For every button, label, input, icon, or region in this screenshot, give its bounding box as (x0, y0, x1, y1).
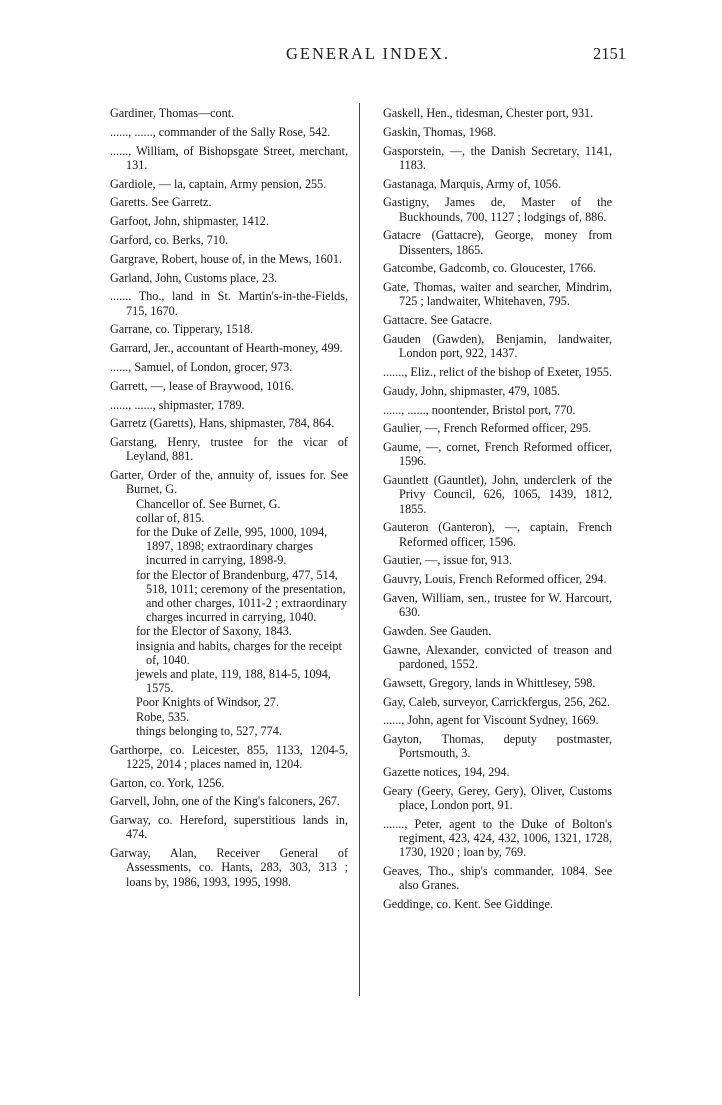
index-entry: Gautier, —, issue for, 913. (383, 553, 512, 568)
index-entry: Gayton, Thomas, deputy postmaster, Portsmouth, 3. (383, 732, 612, 761)
index-entry: Garway, co. Hereford, superstitious lands in, 474. (110, 813, 348, 842)
index-subentry: things belonging to, 527, 774. (136, 723, 282, 738)
index-subentry: Poor Knights of Windsor, 27. (136, 695, 280, 710)
index-entry: Gastanaga, Marquis, Army of, 1056. (383, 176, 562, 191)
index-entry: ......, William, of Bishopsgate Street, merchant, 131. (110, 143, 348, 172)
index-entry: Garway, Alan, Receiver General of Assessments, co. Hants, 283, 303, 313 ; loans by, 1986, 1993, 1995, 1998. (110, 846, 348, 889)
column-divider (359, 103, 360, 996)
right-column (383, 106, 612, 916)
index-entry: Garfoot, John, shipmaster, 1412. (110, 214, 269, 229)
index-entry: Gawne, Alexander, convicted of treason and pardoned, 1552. (383, 642, 612, 671)
index-entry: Geary (Geery, Gerey, Gery), Oliver, Customs place, London port, 91. (383, 783, 612, 813)
index-entry: Gauteron (Ganteron), —, captain, French Reformed officer, 1596. (383, 520, 612, 549)
index-entry: Gaume, —, cornet, French Reformed officer, 1596. (383, 440, 612, 469)
index-entry: Garland, John, Customs place, 23. (110, 270, 278, 285)
index-entry: Garetts. See Garretz. (110, 195, 212, 210)
index-entry: Gatacre (Gattacre), George, money from Dissenters, 1865. (383, 228, 612, 257)
index-entry: Gauden (Gawden), Benjamin, landwaiter, London port, 922, 1437. (383, 331, 612, 361)
index-entry: Gawsett, Gregory, lands in Whittlesey, 598. (383, 675, 596, 690)
index-entry: Garthorpe, co. Leicester, 855, 1133, 1204-5, 1225, 2014 ; places named in, 1204. (110, 742, 348, 771)
index-subentry: Robe, 535. (136, 709, 190, 724)
index-entry: ......., Peter, agent to the Duke of Bolton's regiment, 423, 424, 432, 1006, 1321, 1728, 1730, 1920 ; loan by, 769. (383, 816, 612, 860)
index-entry: Geddinge, co. Kent. See Giddinge. (383, 897, 553, 912)
index-entry: ......, John, agent for Viscount Sydney, 1669. (383, 713, 599, 728)
index-entry: ....... Tho., land in St. Martin's-in-the-Fields, 715, 1670. (110, 289, 348, 318)
index-entry: Garrett, —, lease of Braywood, 1016. (110, 378, 294, 393)
index-entry: Gardiole, — la, captain, Army pension, 255. (110, 176, 327, 191)
index-subentry: for the Elector of Brandenburg, 477, 514, 518, 1011; ceremony of the presentation, and other charges, 1011-2 ; extraordinary charges incurred in carrying, 1040. (136, 567, 348, 625)
index-entry: ......., Eliz., relict of the bishop of Exeter, 1955. (383, 364, 612, 379)
garter-entry (110, 468, 348, 738)
index-entry: Garter, Order of the, annuity of, issues for. See Burnet, G. (110, 468, 348, 497)
index-entry: Garrard, Jer., accountant of Hearth-money, 499. (110, 341, 343, 356)
index-entry: Garrane, co. Tipperary, 1518. (110, 322, 254, 337)
index-entry: ......, ......, shipmaster, 1789. (110, 397, 245, 412)
index-subentry: for the Duke of Zelle, 995, 1000, 1094, 1897, 1898; extraordinary charges incurred in carrying, 1898-9. (136, 524, 328, 568)
index-entry: Garford, co. Berks, 710. (110, 232, 229, 247)
index-entry: Gaskin, Thomas, 1968. (383, 124, 497, 139)
index-entry: Gay, Caleb, surveyor, Carrickfergus, 256, 262. (383, 694, 610, 709)
index-entry: Gastigny, James de, Master of the Buckhounds, 700, 1127 ; lodgings of, 886. (383, 195, 612, 224)
index-entry: Gattacre. See Gatacre. (383, 313, 492, 328)
index-subentry: Chancellor of. See Burnet, G. (136, 496, 281, 511)
index-entry: Gazette notices, 194, 294. (383, 765, 510, 780)
index-entry: Garstang, Henry, trustee for the vicar of Leyland, 881. (110, 435, 348, 464)
index-entry: Gargrave, Robert, house of, in the Mews, 1601. (110, 251, 342, 266)
index-entry: Gauntlett (Gauntlet), John, underclerk of the Privy Council, 626, 1065, 1439, 1812, 1855. (383, 473, 612, 516)
index-entry: Gardiner, Thomas—cont. (110, 106, 235, 120)
index-subentry: for the Elector of Saxony, 1843. (136, 624, 292, 639)
index-entry: Garton, co. York, 1256. (110, 775, 225, 790)
page-header (110, 44, 626, 66)
left-column (110, 106, 348, 893)
page-number: 2151 (593, 44, 626, 63)
index-entry: Geaves, Tho., ship's commander, 1084. See also Granes. (383, 864, 612, 893)
index-entry: ......, ......, commander of the Sally Rose, 542. (110, 124, 331, 139)
index-entry: Gate, Thomas, waiter and searcher, Mindrim, 725 ; landwaiter, Whitehaven, 795. (383, 280, 612, 309)
index-entry: Gaskell, Hen., tidesman, Chester port, 931. (383, 106, 594, 120)
index-entry: Gaulier, —, French Reformed officer, 295. (383, 421, 592, 436)
index-subentry: collar of, 815. (136, 510, 205, 525)
index-entry: Garvell, John, one of the King's falconers, 267. (110, 794, 340, 809)
index-entry: ......, ......, noontender, Bristol port, 770. (383, 402, 576, 417)
index-entry: Gawden. See Gauden. (383, 623, 492, 638)
index-subentry: insignia and habits, charges for the receipt of, 1040. (136, 638, 342, 667)
index-entry: Gaven, William, sen., trustee for W. Harcourt, 630. (383, 590, 612, 620)
index-entry: Gaudy, John, shipmaster, 479, 1085. (383, 383, 561, 398)
index-entry: Gatcombe, Gadcomb, co. Gloucester, 1766. (383, 261, 597, 276)
index-entry: Gasporstein, —, the Danish Secretary, 1141, 1183. (383, 143, 612, 172)
index-entry: Garretz (Garetts), Hans, shipmaster, 784, 864. (110, 416, 335, 431)
index-subentry: jewels and plate, 119, 188, 814-5, 1094, 1575. (136, 667, 331, 696)
index-entry: Gauvry, Louis, French Reformed officer, 294. (383, 572, 607, 587)
index-entry: ......, Samuel, of London, grocer, 973. (110, 359, 293, 374)
page-title: GENERAL INDEX. (286, 44, 450, 63)
